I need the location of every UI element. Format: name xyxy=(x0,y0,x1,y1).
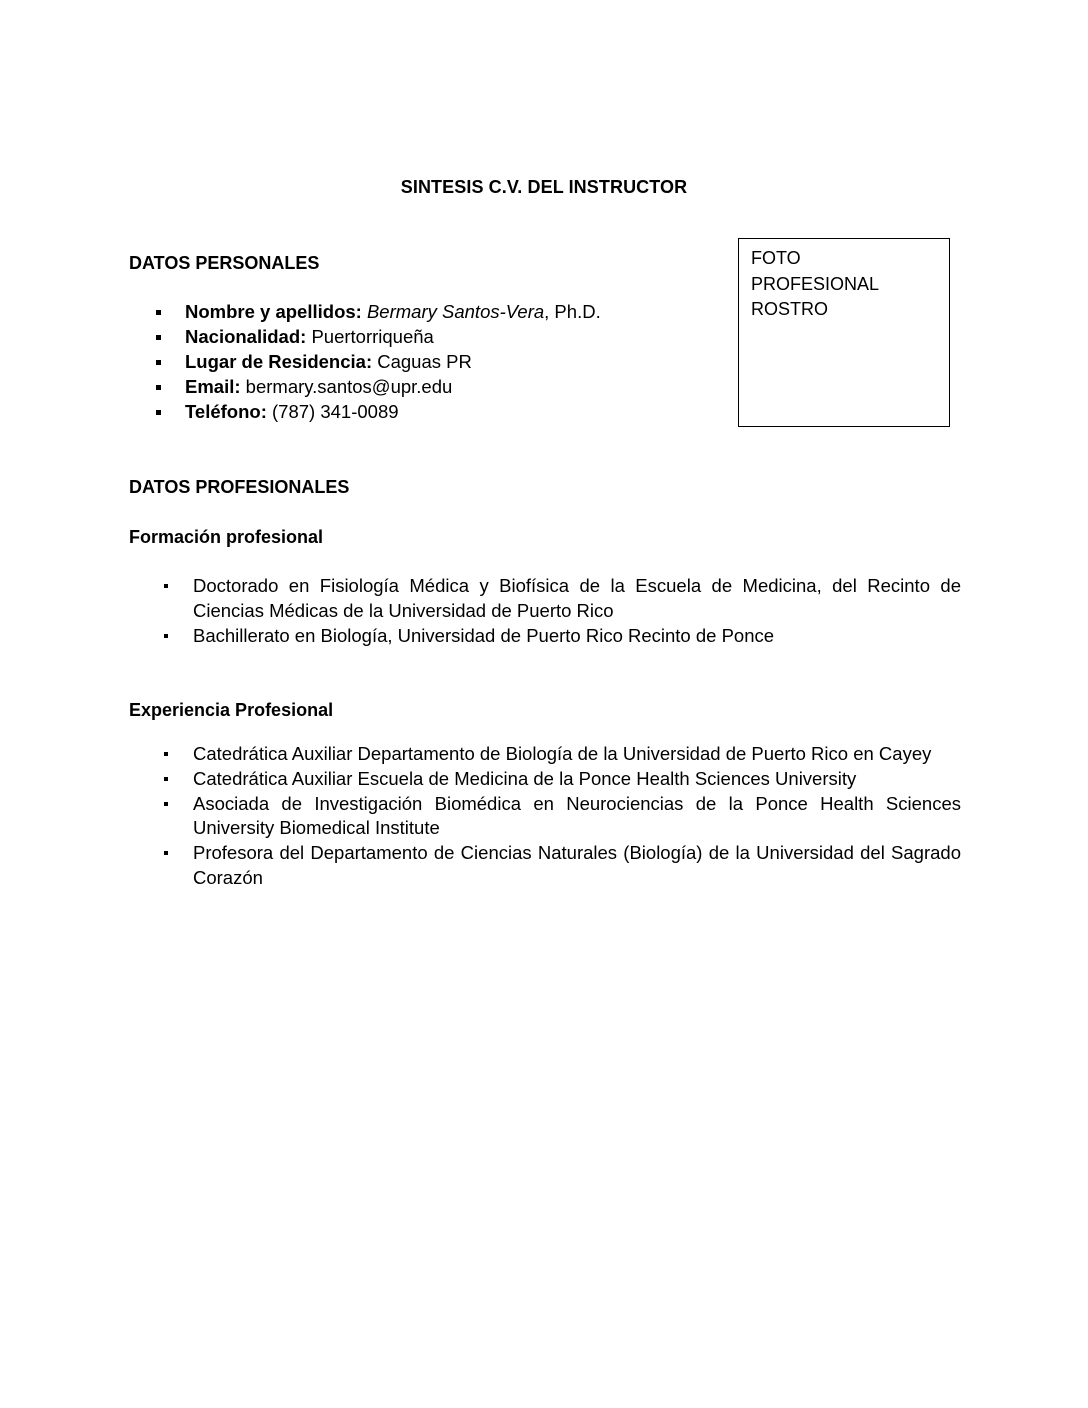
list-item xyxy=(150,374,601,399)
photo-box-line: ROSTRO xyxy=(751,299,829,319)
list-item xyxy=(150,841,961,891)
square-bullet-icon xyxy=(156,360,161,365)
item-value: bermary.santos@upr.edu xyxy=(240,376,453,397)
list-item xyxy=(150,349,601,374)
list-item xyxy=(150,574,961,624)
list-item xyxy=(150,742,961,767)
formacion-heading: Formación profesional xyxy=(129,527,324,547)
list-item xyxy=(150,767,961,792)
photo-box-line: PROFESIONAL xyxy=(751,273,880,294)
item-label: Nacionalidad: xyxy=(185,326,307,347)
bullet-icon xyxy=(164,752,168,756)
item-value-italic: Bermary Santos-Vera xyxy=(366,301,545,322)
square-bullet-icon xyxy=(156,385,161,390)
professional-data-heading: DATOS PROFESIONALES xyxy=(129,477,350,497)
item-text: Asociada de Investigación Biomédica en Neurociencias de la Ponce Health Sciences University Biomedical Institute xyxy=(193,792,961,839)
experiencia-list xyxy=(150,742,961,891)
bullet-icon xyxy=(164,634,168,638)
item-text: Catedrática Auxiliar Escuela de Medicina de la Ponce Health Sciences University xyxy=(193,767,857,789)
item-value: , Ph.D. xyxy=(544,301,601,322)
photo-box-line: FOTO xyxy=(751,248,801,268)
bullet-icon xyxy=(164,777,168,781)
item-text: Catedrática Auxiliar Departamento de Biología de la Universidad de Puerto Rico en Cayey xyxy=(193,743,932,764)
list-item xyxy=(150,299,601,324)
personal-data-list xyxy=(150,299,601,424)
bullet-icon xyxy=(164,802,168,806)
formacion-list xyxy=(150,574,961,648)
item-value: Puertorriqueña xyxy=(306,326,434,347)
list-item xyxy=(150,399,601,424)
bullet-icon xyxy=(164,851,168,855)
item-label: Nombre y apellidos: xyxy=(185,301,362,322)
item-text: Profesora del Departamento de Ciencias Naturales (Biología) de la Universidad del Sagrado Corazón xyxy=(193,842,961,888)
square-bullet-icon xyxy=(156,410,161,415)
item-value: Caguas PR xyxy=(372,351,472,372)
square-bullet-icon xyxy=(156,310,161,315)
document-title: SINTESIS C.V. DEL INSTRUCTOR xyxy=(400,177,688,197)
experiencia-heading: Experiencia Profesional xyxy=(129,700,334,720)
bullet-icon xyxy=(164,584,168,588)
personal-data-heading: DATOS PERSONALES xyxy=(129,253,320,273)
list-item xyxy=(150,324,601,349)
square-bullet-icon xyxy=(156,335,161,340)
item-label: Lugar de Residencia: xyxy=(185,351,373,372)
photo-placeholder-box xyxy=(738,238,950,427)
item-value: (787) 341-0089 xyxy=(266,401,399,422)
list-item xyxy=(150,624,961,649)
item-text: Doctorado en Fisiología Médica y Biofísica de la Escuela de Medicina, del Recinto de Ciencias Médicas de la Universidad de Puerto Rico xyxy=(193,575,961,621)
item-text: Bachillerato en Biología, Universidad de Puerto Rico Recinto de Ponce xyxy=(193,624,775,646)
item-label: Teléfono: xyxy=(185,401,267,422)
item-label: Email: xyxy=(185,376,241,397)
list-item xyxy=(150,792,961,842)
